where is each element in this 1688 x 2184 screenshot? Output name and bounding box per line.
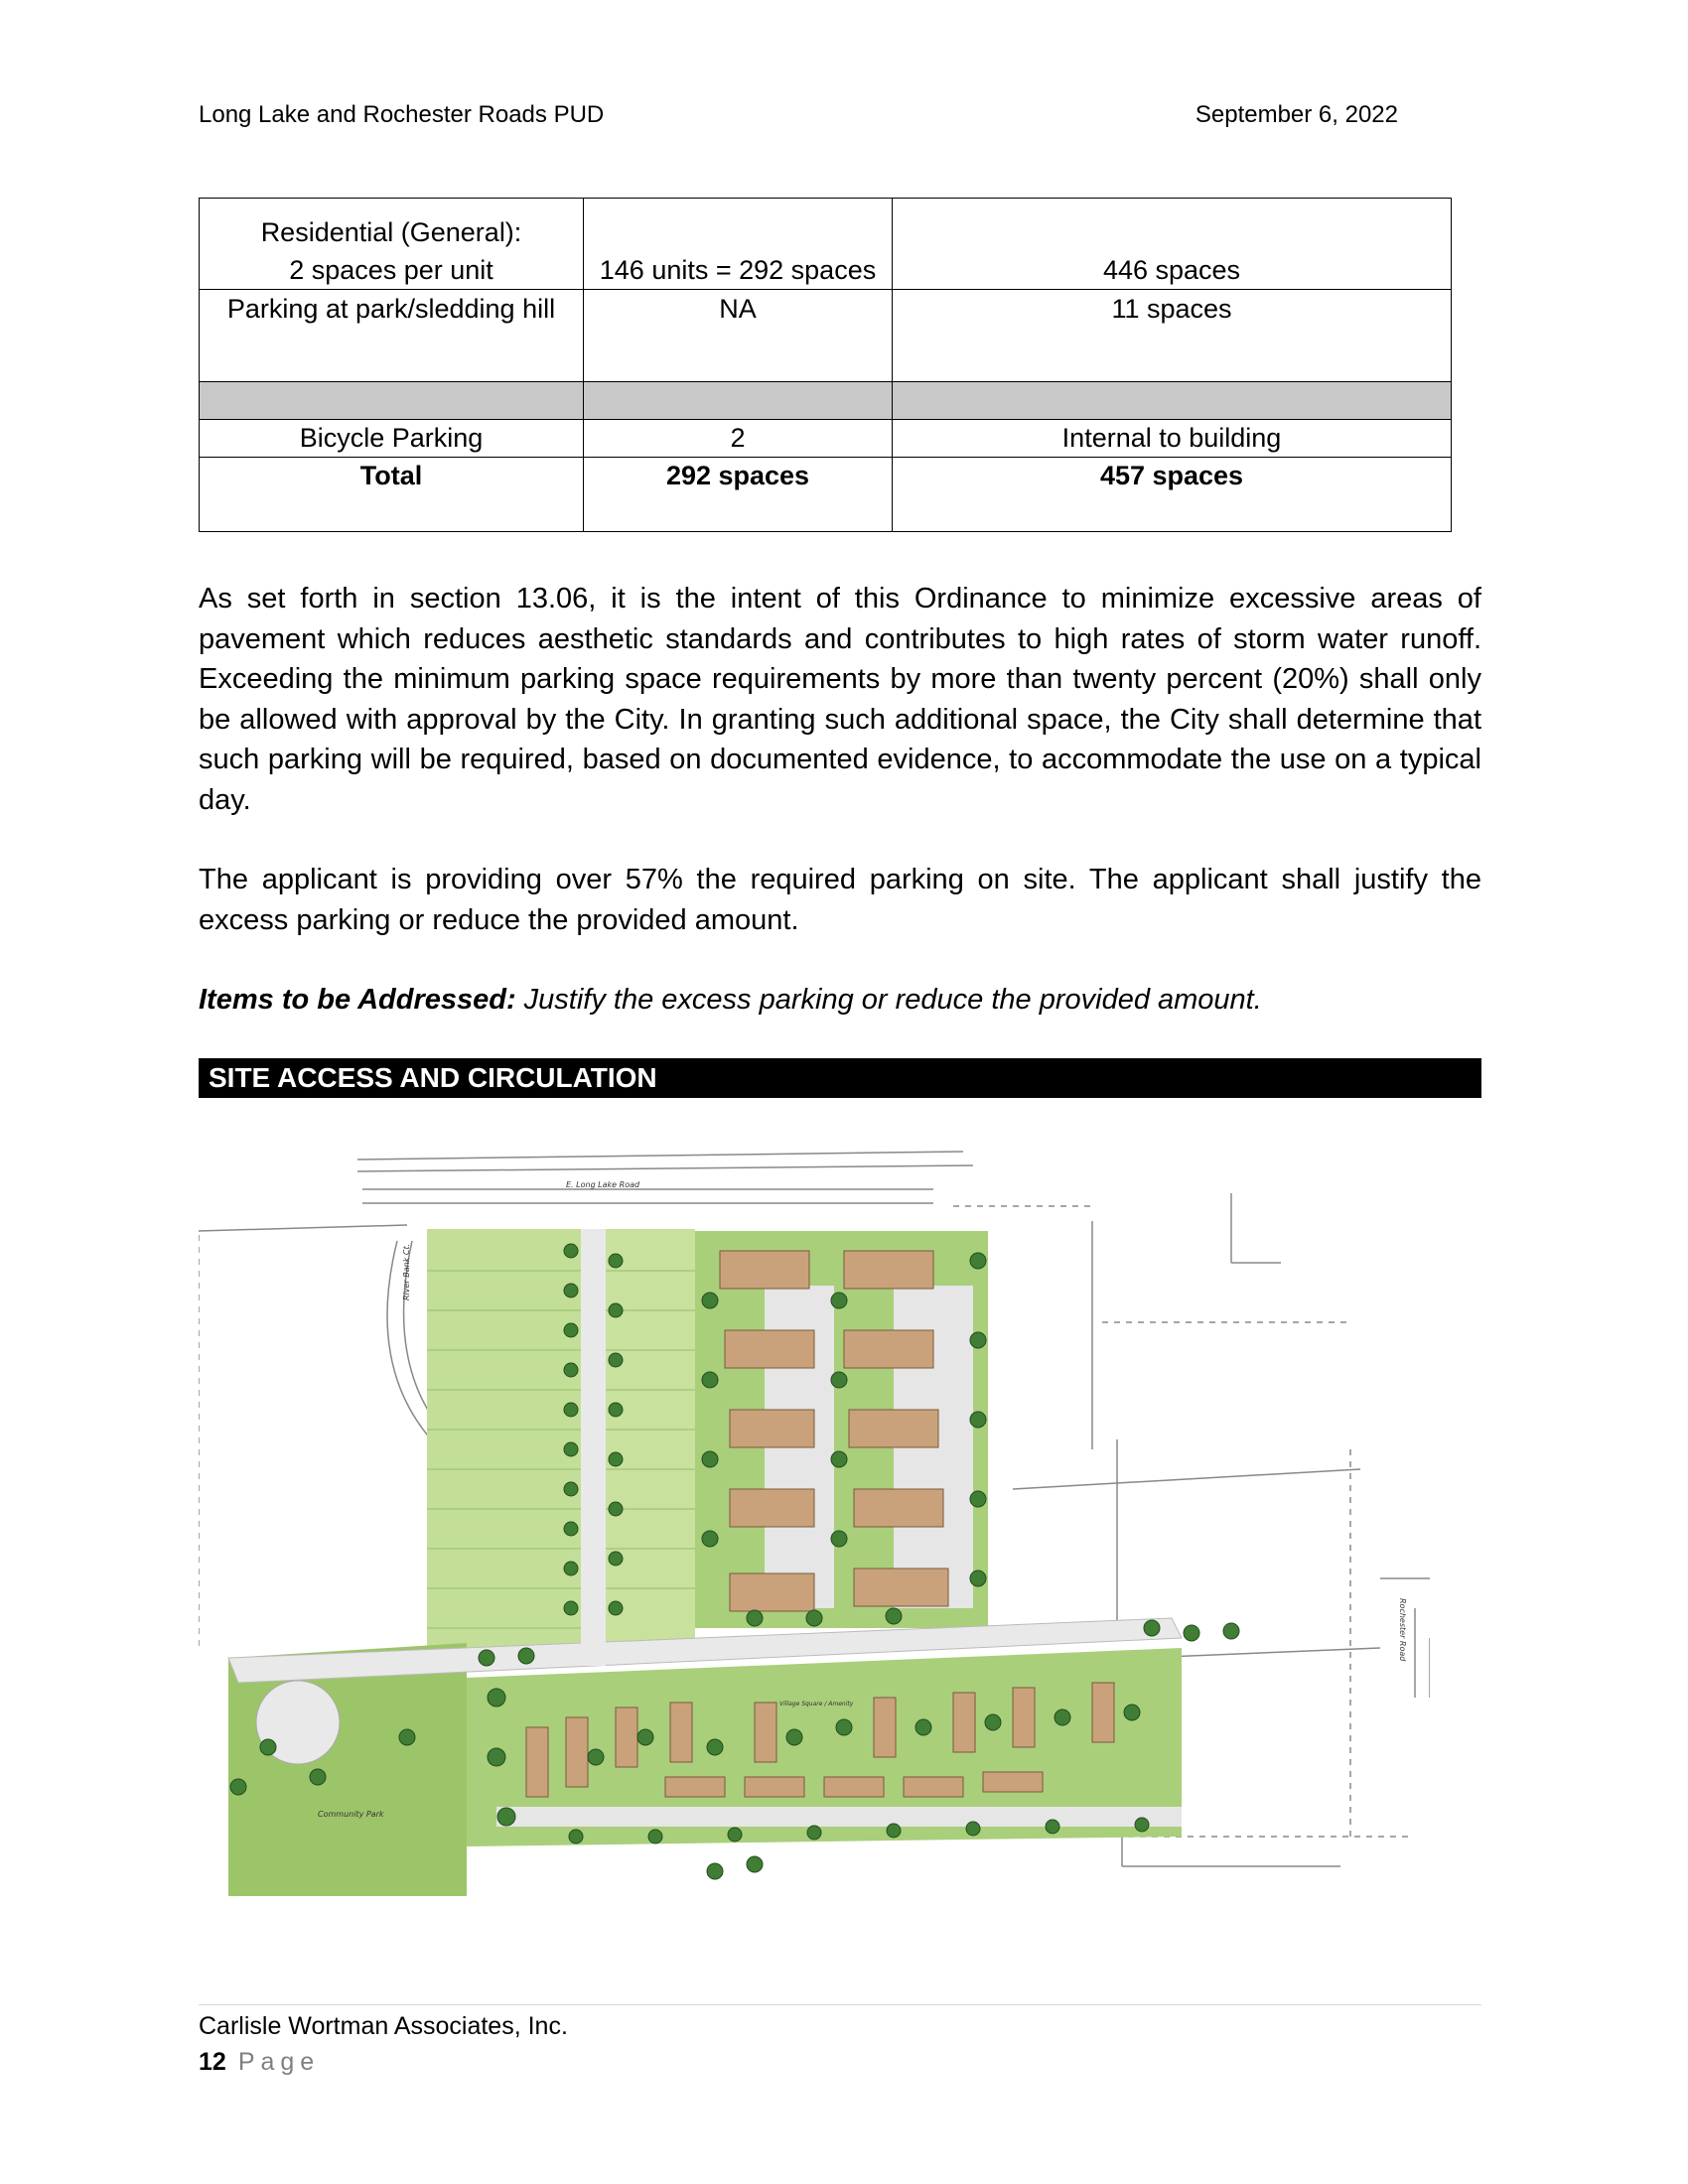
- table-cell: 146 units = 292 spaces: [584, 199, 893, 290]
- table-row-total: [200, 458, 1452, 532]
- park-label: Community Park: [318, 1810, 384, 1819]
- body-paragraph: As set forth in section 13.06, it is the intent of this Ordinance to minimize excessive areas of pavement which reduces aesthetic standards and contributes to high rates of storm water runoff. Exceeding the minimum parking space requirements by more than twenty percent (20%) shall only be allowed with approval by the City. In granting such additional space, the City shall determine that such parking will be required, based on documented evidence, to accommodate the use on a typical day.: [199, 583, 1481, 816]
- residential-lots-west: [427, 1229, 581, 1666]
- table-cell: Internal to building: [893, 420, 1452, 458]
- page-number-value: 12: [199, 2048, 226, 2076]
- items-text: Justify the excess parking or reduce the provided amount.: [515, 984, 1262, 1016]
- table-cell: NA: [584, 290, 893, 382]
- footer-rule: [199, 2004, 1481, 2005]
- table-cell: 2: [584, 420, 893, 458]
- road-label-west: River Bank Ct.: [402, 1243, 411, 1300]
- section-heading: SITE ACCESS AND CIRCULATION: [199, 1058, 1481, 1098]
- table-cell-text: Residential (General):: [260, 217, 522, 247]
- road-label-north: E. Long Lake Road: [566, 1180, 640, 1189]
- body-paragraph: The applicant is providing over 57% the required parking on site. The applicant shall justify the excess parking or reduce the provided amount.: [199, 864, 1481, 936]
- south-parking: [496, 1807, 1182, 1827]
- page-word: Page: [237, 2048, 321, 2076]
- table-cell-text: 2 spaces per unit: [289, 255, 493, 285]
- table-row-shaded: [200, 382, 1452, 420]
- table-cell: [200, 199, 584, 290]
- site-plan-image: [199, 1142, 1430, 1896]
- table-cell: Parking at park/sledding hill: [200, 290, 584, 382]
- table-cell: Total: [200, 458, 584, 532]
- table-cell: 292 spaces: [584, 458, 893, 532]
- parking-table: [199, 198, 1452, 532]
- residential-lots-center: [606, 1229, 695, 1646]
- items-label: Items to be Addressed:: [199, 984, 516, 1016]
- north-drive: [581, 1229, 606, 1666]
- table-cell: Bicycle Parking: [200, 420, 584, 458]
- footer-company: Carlisle Wortman Associates, Inc.: [199, 2012, 568, 2040]
- amenity-label: Village Square / Amenity: [779, 1701, 854, 1707]
- table-cell: [200, 382, 584, 420]
- table-cell: 446 spaces: [893, 199, 1452, 290]
- road-label-east: Rochester Road: [1398, 1598, 1407, 1662]
- table-cell: 11 spaces: [893, 290, 1452, 382]
- table-cell: [584, 382, 893, 420]
- table-cell: [893, 382, 1452, 420]
- table-cell: 457 spaces: [893, 458, 1452, 532]
- table-row: [200, 199, 1452, 290]
- items-to-address: [199, 980, 1481, 1021]
- page-number: [199, 2048, 320, 2077]
- table-row: [200, 420, 1452, 458]
- table-row: [200, 290, 1452, 382]
- header-date: September 6, 2022: [1195, 101, 1398, 128]
- header-document-title: Long Lake and Rochester Roads PUD: [199, 101, 605, 128]
